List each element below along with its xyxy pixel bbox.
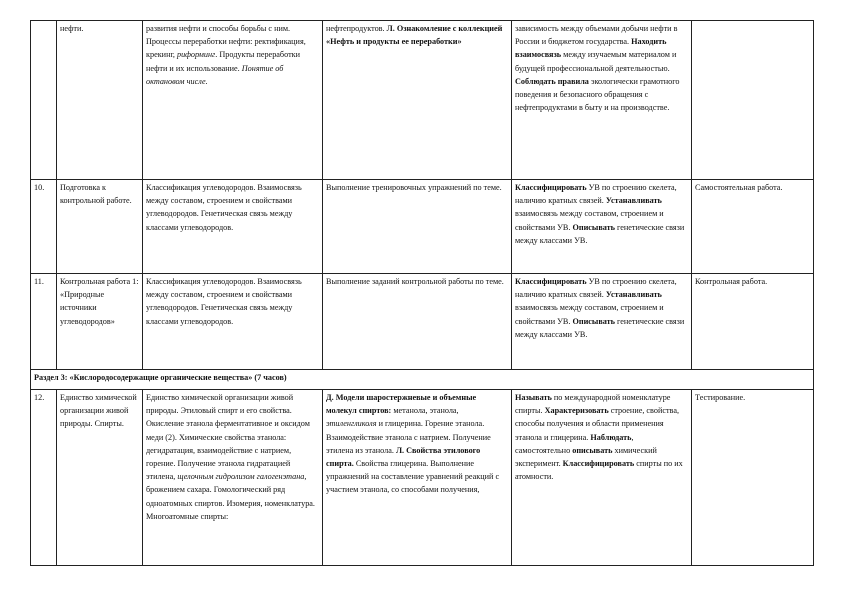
lesson-content: [143, 390, 323, 566]
bold-text: Описывать: [572, 316, 615, 326]
lesson-topic: Подготовка к контрольной работе.: [57, 180, 143, 274]
text-run: УВ по строению скелета, наличию кратных связей.: [515, 183, 677, 206]
italic-text: риформинг: [176, 50, 216, 60]
table-row: [31, 274, 814, 370]
text-run: Классификация углеводородов. Взаимосвязь между составом, строением и свойствами углеводородов. Генетическая связь между классами углеводородов.: [146, 277, 302, 326]
text-run: генетические связи между классами УВ.: [515, 316, 685, 339]
bold-text: Характеризовать: [544, 406, 609, 416]
text-run: , самостоятельно: [515, 432, 634, 455]
bold-text: Устанавливать: [605, 196, 662, 206]
bold-text: Д. Модели шаростержневые и объемные молекул спиртов:: [326, 393, 477, 416]
text-run: химический эксперимент.: [515, 445, 657, 469]
student-activities: [512, 274, 692, 370]
text-run: Выполнение тренировочных упражнений по теме.: [326, 183, 502, 192]
bold-text: Л. Ознакомление с коллекцией «Нефть и продукты ее переработки»: [326, 24, 503, 47]
table-row: [31, 390, 814, 566]
text-run: , брожением сахара. Гомологический ряд одноатомных спиртов. Изомерия, номенклатура. Многоатомные спирты:: [146, 472, 315, 521]
table-row: [31, 21, 814, 180]
control-form: [692, 21, 814, 180]
text-run: Единство химической организации живой природы. Этиловый спирт и его свойства. Окисление этанола ферментативное и оксидом меди (2). Химические свойства этанола: дегидратация, взаимодействие с натрием, горение. Получение этанола гидратацией этилена,: [146, 393, 310, 482]
control-form: Контрольная работа.: [692, 274, 814, 370]
lesson-number: 12.: [31, 390, 57, 566]
text-run: экологически грамотного поведения и безопасного обращения с нефтепродуктами в быту и на производстве.: [515, 76, 680, 113]
text-run: Выполнение заданий контрольной работы по теме.: [326, 277, 504, 286]
bold-text: Называть: [515, 393, 552, 402]
curriculum-table: [30, 20, 814, 566]
lesson-practice: [323, 274, 512, 370]
lesson-content: [143, 180, 323, 274]
bold-text: Устанавливать: [605, 290, 662, 300]
lesson-number: 11.: [31, 274, 57, 370]
text-run: по международной номенклатуре спирты.: [515, 393, 671, 416]
italic-text: Понятие об октановом числе.: [146, 63, 284, 86]
student-activities: [512, 390, 692, 566]
text-run: и глицерина. Горение этанола. Взаимодействие этанола с натрием. Получение этилена из этанола.: [326, 419, 491, 455]
lesson-practice: [323, 180, 512, 274]
lesson-practice: [323, 21, 512, 180]
bold-text: описывать: [572, 445, 613, 455]
text-run: Свойства глицерина. Выполнение упражнений на составление уравнений реакций с участием этанола, со способами получения,: [326, 459, 500, 495]
bold-text: Находить: [631, 37, 667, 47]
text-run: генетические связи между классами УВ.: [515, 222, 685, 245]
text-run: взаимосвязь между составом, строением и свойствами УВ.: [515, 209, 664, 232]
bold-text: Соблюдать правила: [515, 76, 589, 86]
text-run: . Продукты переработки нефти и их использование.: [146, 50, 301, 73]
control-form: Тестирование.: [692, 390, 814, 566]
text-run: развития нефти и способы борьбы с ним. Процессы переработки нефти: ректификация, крекинг,: [146, 24, 306, 60]
section-row: [31, 370, 814, 390]
bold-text: Наблюдать: [590, 432, 632, 442]
bold-text: взаимосвязь: [515, 50, 562, 60]
bold-text: Классифицировать: [515, 277, 587, 286]
student-activities: [512, 180, 692, 274]
bold-text: Классифицировать: [515, 183, 587, 192]
bold-text: Л. Свойства этилового спирта.: [326, 445, 481, 469]
lesson-number: 10.: [31, 180, 57, 274]
control-form: Самостоятельная работа.: [692, 180, 814, 274]
lesson-practice: [323, 390, 512, 566]
section-title: Раздел 3: «Кислородосодержащие органические вещества» (7 часов): [31, 370, 814, 390]
lesson-topic: нефти.: [57, 21, 143, 180]
lesson-content: [143, 21, 323, 180]
text-run: УВ по строению скелета, наличию кратных связей.: [515, 277, 677, 300]
italic-text: щелочным гидролизом галогенэтана: [177, 472, 305, 482]
table-row: [31, 180, 814, 274]
text-run: спирты по их атомности.: [515, 459, 683, 482]
text-run: зависимость между объемами добычи нефти в России и бюджетом государства.: [515, 24, 678, 47]
text-run: взаимосвязь между составом, строением и свойствами УВ.: [515, 303, 664, 326]
bold-text: Классифицировать: [562, 459, 635, 469]
italic-text: этиленгликоля: [326, 419, 377, 429]
text-run: Классификация углеводородов. Взаимосвязь между составом, строением и свойствами углеводородов. Генетическая связь между классами углеводородов.: [146, 183, 302, 232]
text-run: строение, свойства, способы получения и области применения этанола и глицерина.: [515, 406, 679, 442]
text-run: метанола, этанола,: [391, 406, 459, 416]
text-run: нефтепродуктов.: [326, 24, 387, 33]
lesson-content: [143, 274, 323, 370]
student-activities: [512, 21, 692, 180]
lesson-topic: Единство химической организации живой природы. Спирты.: [57, 390, 143, 566]
lesson-topic: Контрольная работа 1: «Природные источники углеводородов»: [57, 274, 143, 370]
lesson-number: [31, 21, 57, 180]
text-run: между изучаемым материалом и будущей профессиональной деятельностью.: [515, 50, 677, 73]
bold-text: Описывать: [572, 222, 615, 232]
